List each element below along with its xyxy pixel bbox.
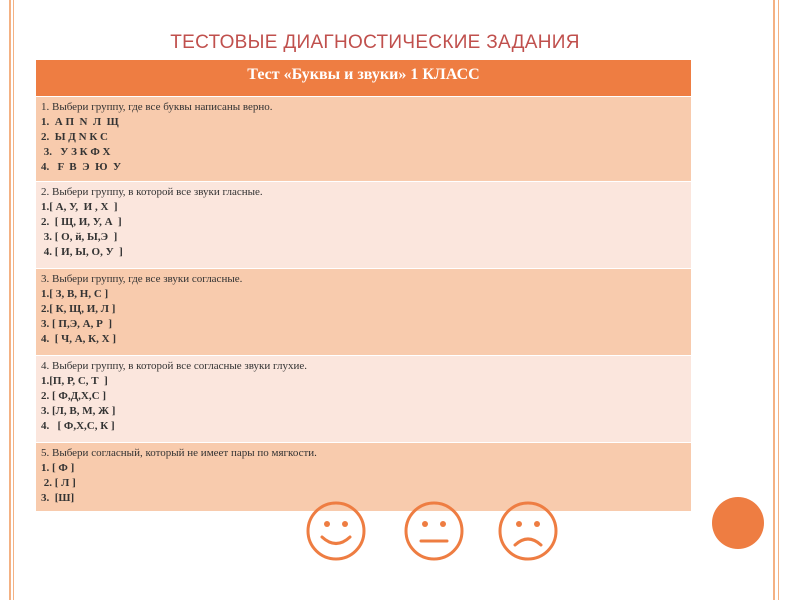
answer-option[interactable]: 3. [Ш]: [41, 492, 75, 504]
table-header: Тест «Буквы и звуки» 1 КЛАСС: [36, 60, 692, 97]
answer-option[interactable]: 1. [ Ф ]: [41, 462, 75, 474]
question-row-1: [36, 97, 692, 182]
sad-face-icon[interactable]: [497, 500, 559, 562]
frame-left-line-inner: [13, 0, 14, 600]
answer-option[interactable]: 4. [ Ч, А, К, Х ]: [41, 333, 117, 345]
answer-option[interactable]: 2. [ Ф,Д,Х,С ]: [41, 390, 106, 402]
answer-option[interactable]: 4. F В Э Ю У: [41, 161, 122, 173]
answer-option[interactable]: 2. Ы Д N К С: [41, 131, 108, 143]
question-text: 4. Выбери группу, в которой все согласные звуки глухие.: [41, 360, 308, 372]
answer-option[interactable]: 2. [ Щ, И, У, А ]: [41, 216, 122, 228]
question-row-2: [36, 182, 692, 269]
answer-option[interactable]: 3. [Л, В, М, Ж ]: [41, 405, 116, 417]
answer-option[interactable]: 1. А П N Л Щ: [41, 116, 119, 128]
question-row-3: [36, 269, 692, 356]
frame-right-line: [773, 0, 775, 600]
test-table: [35, 59, 692, 512]
answer-option[interactable]: 1.[П, Р, С, Т ]: [41, 375, 108, 387]
answer-option[interactable]: 1.[ З, В, Н, С ]: [41, 288, 109, 300]
slide-title: ТЕСТОВЫЕ ДИАГНОСТИЧЕСКИЕ ЗАДАНИЯ: [170, 32, 580, 53]
question-text: 1. Выбери группу, где все буквы написаны верно.: [41, 101, 273, 113]
answer-option[interactable]: 3. [ П,Э, А, Р ]: [41, 318, 113, 330]
answer-option[interactable]: 4. [ Ф,Х,С, К ]: [41, 420, 115, 432]
neutral-face-icon[interactable]: [403, 500, 465, 562]
answer-option[interactable]: 2.[ К, Щ, И, Л ]: [41, 303, 116, 315]
frame-right-line-inner: [778, 0, 779, 600]
answer-option[interactable]: 1.[ А, У, И , Х ]: [41, 201, 118, 213]
happy-face-icon[interactable]: [305, 500, 367, 562]
question-text: 2. Выбери группу, в которой все звуки гласные.: [41, 186, 263, 198]
answer-option[interactable]: 2. [ Л ]: [41, 477, 76, 489]
answer-option[interactable]: 4. [ И, Ы, О, У ]: [41, 246, 123, 258]
question-text: 5. Выбери согласный, который не имеет пары по мягкости.: [41, 447, 317, 459]
answer-option[interactable]: 3. [ О, й, Ы,Э ]: [41, 231, 118, 243]
question-text: 3. Выбери группу, где все звуки согласные.: [41, 273, 243, 285]
frame-left-line: [9, 0, 11, 600]
decorative-orange-circle: [712, 497, 764, 549]
question-row-4: [36, 356, 692, 443]
answer-option[interactable]: 3. У З К Ф Х: [41, 146, 111, 158]
